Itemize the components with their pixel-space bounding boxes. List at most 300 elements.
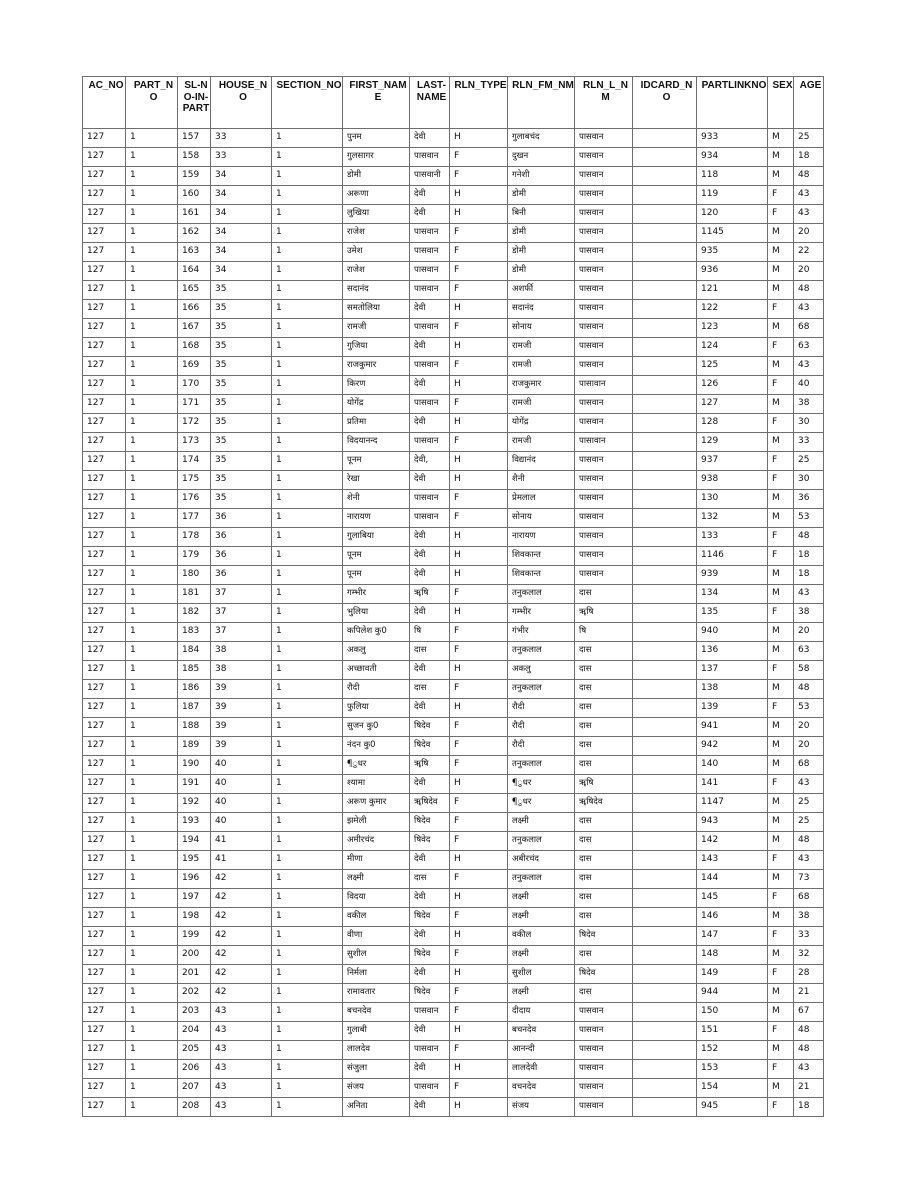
cell-rln-fm-nm: तनुकलाल xyxy=(508,680,575,699)
cell-rln-l-nm: पासवान xyxy=(575,490,633,509)
cell-first-name: रामावतार xyxy=(343,984,410,1003)
cell-part-no: 1 xyxy=(126,699,178,718)
cell-house-no: 36 xyxy=(211,528,272,547)
cell-rln-l-nm: षिदेव xyxy=(575,965,633,984)
cell-sex: M xyxy=(768,908,794,927)
cell-rln-type: F xyxy=(450,737,508,756)
cell-idcard-no xyxy=(633,243,697,262)
table-row xyxy=(83,699,824,718)
cell-age: 63 xyxy=(794,642,824,661)
cell-sex: M xyxy=(768,813,794,832)
cell-rln-fm-nm: शैनी xyxy=(508,471,575,490)
cell-ac-no: 127 xyxy=(83,376,126,395)
cell-partlinkno: 133 xyxy=(697,528,768,547)
cell-house-no: 40 xyxy=(211,756,272,775)
cell-rln-type: F xyxy=(450,984,508,1003)
cell-part-no: 1 xyxy=(126,680,178,699)
cell-rln-type: F xyxy=(450,794,508,813)
table-row xyxy=(83,338,824,357)
cell-part-no: 1 xyxy=(126,395,178,414)
cell-first-name: अरूणा xyxy=(343,186,410,205)
cell-partlinkno: 148 xyxy=(697,946,768,965)
cell-first-name: गम्भीर xyxy=(343,585,410,604)
cell-sl-no: 167 xyxy=(178,319,211,338)
cell-first-name: गुजिया xyxy=(343,338,410,357)
cell-rln-l-nm: पासवान xyxy=(575,129,633,148)
cell-first-name: लुखिया xyxy=(343,205,410,224)
cell-house-no: 35 xyxy=(211,471,272,490)
cell-sl-no: 188 xyxy=(178,718,211,737)
cell-idcard-no xyxy=(633,623,697,642)
cell-rln-l-nm: पासवान xyxy=(575,148,633,167)
header-sex: SEX xyxy=(768,77,794,129)
cell-rln-fm-nm: लक्ष्मी xyxy=(508,908,575,927)
cell-rln-fm-nm: सोनाय xyxy=(508,319,575,338)
cell-idcard-no xyxy=(633,395,697,414)
cell-rln-l-nm: दास xyxy=(575,984,633,1003)
cell-partlinkno: 1146 xyxy=(697,547,768,566)
cell-section-no: 1 xyxy=(272,889,343,908)
cell-house-no: 36 xyxy=(211,547,272,566)
cell-rln-type: F xyxy=(450,870,508,889)
cell-section-no: 1 xyxy=(272,414,343,433)
document-page xyxy=(82,76,824,1117)
cell-ac-no: 127 xyxy=(83,813,126,832)
cell-first-name: प्रतिमा xyxy=(343,414,410,433)
table-row xyxy=(83,452,824,471)
cell-first-name: राजेश xyxy=(343,224,410,243)
cell-section-no: 1 xyxy=(272,452,343,471)
table-row xyxy=(83,604,824,623)
cell-rln-l-nm: षिदेव xyxy=(575,927,633,946)
cell-rln-l-nm: पासवान xyxy=(575,357,633,376)
header-section-no: SECTION_NO xyxy=(272,77,343,129)
cell-section-no: 1 xyxy=(272,927,343,946)
cell-rln-fm-nm: लक्ष्मी xyxy=(508,946,575,965)
cell-rln-l-nm: पासवान xyxy=(575,1079,633,1098)
cell-rln-l-nm: पासवान xyxy=(575,338,633,357)
cell-sl-no: 204 xyxy=(178,1022,211,1041)
cell-first-name: राजेश xyxy=(343,262,410,281)
header-rln-l-nm: RLN_L_NM xyxy=(575,77,633,129)
cell-idcard-no xyxy=(633,965,697,984)
cell-sex: M xyxy=(768,509,794,528)
cell-sex: F xyxy=(768,699,794,718)
cell-rln-l-nm: दास xyxy=(575,756,633,775)
cell-sl-no: 206 xyxy=(178,1060,211,1079)
cell-rln-fm-nm: डोमी xyxy=(508,224,575,243)
cell-section-no: 1 xyxy=(272,984,343,1003)
cell-house-no: 40 xyxy=(211,794,272,813)
cell-partlinkno: 118 xyxy=(697,167,768,186)
cell-ac-no: 127 xyxy=(83,547,126,566)
cell-part-no: 1 xyxy=(126,547,178,566)
cell-part-no: 1 xyxy=(126,756,178,775)
cell-rln-type: H xyxy=(450,927,508,946)
cell-sex: M xyxy=(768,984,794,1003)
cell-idcard-no xyxy=(633,566,697,585)
cell-house-no: 35 xyxy=(211,395,272,414)
cell-partlinkno: 129 xyxy=(697,433,768,452)
cell-section-no: 1 xyxy=(272,870,343,889)
cell-first-name: नंदन कु0 xyxy=(343,737,410,756)
cell-idcard-no xyxy=(633,908,697,927)
cell-idcard-no xyxy=(633,376,697,395)
cell-age: 67 xyxy=(794,1003,824,1022)
cell-last-name: देवी xyxy=(410,661,450,680)
cell-first-name: निर्मला xyxy=(343,965,410,984)
cell-rln-fm-nm: गम्भीर xyxy=(508,604,575,623)
table-row xyxy=(83,623,824,642)
cell-ac-no: 127 xyxy=(83,186,126,205)
cell-section-no: 1 xyxy=(272,224,343,243)
cell-rln-fm-nm: ¶ुधर xyxy=(508,794,575,813)
cell-idcard-no xyxy=(633,224,697,243)
cell-first-name: पूनम xyxy=(343,452,410,471)
cell-sex: M xyxy=(768,1003,794,1022)
cell-section-no: 1 xyxy=(272,946,343,965)
cell-idcard-no xyxy=(633,585,697,604)
cell-rln-l-nm: पासवान xyxy=(575,167,633,186)
cell-age: 48 xyxy=(794,1022,824,1041)
cell-partlinkno: 150 xyxy=(697,1003,768,1022)
cell-age: 68 xyxy=(794,756,824,775)
cell-first-name: मीणा xyxy=(343,851,410,870)
table-row xyxy=(83,509,824,528)
cell-last-name: देवी xyxy=(410,186,450,205)
cell-sl-no: 191 xyxy=(178,775,211,794)
cell-rln-l-nm: पासवान xyxy=(575,566,633,585)
cell-age: 18 xyxy=(794,547,824,566)
cell-section-no: 1 xyxy=(272,167,343,186)
cell-age: 63 xyxy=(794,338,824,357)
cell-sl-no: 159 xyxy=(178,167,211,186)
cell-idcard-no xyxy=(633,433,697,452)
cell-sex: M xyxy=(768,794,794,813)
cell-idcard-no xyxy=(633,870,697,889)
cell-rln-l-nm: पासवान xyxy=(575,1041,633,1060)
cell-rln-type: F xyxy=(450,1003,508,1022)
cell-last-name: देवी xyxy=(410,471,450,490)
cell-age: 53 xyxy=(794,509,824,528)
cell-last-name: देवी xyxy=(410,965,450,984)
table-row xyxy=(83,965,824,984)
cell-first-name: कपिलेश कु0 xyxy=(343,623,410,642)
cell-rln-type: H xyxy=(450,528,508,547)
cell-rln-fm-nm: राजकुमार xyxy=(508,376,575,395)
cell-rln-fm-nm: आनन्दी xyxy=(508,1041,575,1060)
cell-sl-no: 184 xyxy=(178,642,211,661)
cell-sl-no: 186 xyxy=(178,680,211,699)
table-row xyxy=(83,984,824,1003)
cell-sex: F xyxy=(768,604,794,623)
cell-rln-type: H xyxy=(450,452,508,471)
cell-rln-l-nm: दास xyxy=(575,585,633,604)
cell-rln-l-nm: दास xyxy=(575,851,633,870)
cell-ac-no: 127 xyxy=(83,338,126,357)
cell-last-name: देवी xyxy=(410,699,450,718)
header-sl-no-in-part: SL-NO-IN-PART xyxy=(178,77,211,129)
header-ac-no: AC_NO xyxy=(83,77,126,129)
cell-first-name: किरण xyxy=(343,376,410,395)
cell-sex: M xyxy=(768,129,794,148)
cell-age: 53 xyxy=(794,699,824,718)
cell-rln-l-nm: पासवान xyxy=(575,224,633,243)
cell-part-no: 1 xyxy=(126,965,178,984)
cell-age: 36 xyxy=(794,490,824,509)
cell-rln-type: F xyxy=(450,642,508,661)
table-row xyxy=(83,889,824,908)
cell-sex: M xyxy=(768,224,794,243)
cell-sl-no: 172 xyxy=(178,414,211,433)
cell-rln-type: H xyxy=(450,300,508,319)
table-row xyxy=(83,908,824,927)
cell-first-name: समतोलिया xyxy=(343,300,410,319)
cell-sl-no: 201 xyxy=(178,965,211,984)
cell-sex: M xyxy=(768,946,794,965)
cell-rln-type: F xyxy=(450,623,508,642)
cell-partlinkno: 138 xyxy=(697,680,768,699)
cell-rln-type: F xyxy=(450,281,508,300)
cell-partlinkno: 149 xyxy=(697,965,768,984)
cell-rln-l-nm: दास xyxy=(575,908,633,927)
cell-last-name: षिदेव xyxy=(410,718,450,737)
table-row xyxy=(83,528,824,547)
cell-house-no: 34 xyxy=(211,224,272,243)
cell-sl-no: 178 xyxy=(178,528,211,547)
table-row xyxy=(83,376,824,395)
cell-part-no: 1 xyxy=(126,794,178,813)
cell-sl-no: 174 xyxy=(178,452,211,471)
cell-idcard-no xyxy=(633,357,697,376)
cell-sl-no: 202 xyxy=(178,984,211,1003)
cell-part-no: 1 xyxy=(126,623,178,642)
cell-house-no: 43 xyxy=(211,1041,272,1060)
cell-sl-no: 164 xyxy=(178,262,211,281)
cell-sex: M xyxy=(768,395,794,414)
cell-age: 22 xyxy=(794,243,824,262)
cell-first-name: विदया xyxy=(343,889,410,908)
cell-house-no: 35 xyxy=(211,319,272,338)
cell-last-name: देवी xyxy=(410,300,450,319)
cell-last-name: देवी xyxy=(410,338,450,357)
cell-sl-no: 158 xyxy=(178,148,211,167)
cell-sex: M xyxy=(768,870,794,889)
cell-rln-fm-nm: तनुकलाल xyxy=(508,756,575,775)
cell-rln-type: F xyxy=(450,319,508,338)
cell-sex: M xyxy=(768,433,794,452)
cell-section-no: 1 xyxy=(272,832,343,851)
cell-sex: M xyxy=(768,281,794,300)
cell-sl-no: 175 xyxy=(178,471,211,490)
cell-section-no: 1 xyxy=(272,718,343,737)
cell-first-name: गुलसागर xyxy=(343,148,410,167)
cell-rln-type: H xyxy=(450,471,508,490)
cell-ac-no: 127 xyxy=(83,357,126,376)
cell-partlinkno: 146 xyxy=(697,908,768,927)
cell-rln-fm-nm: वकील xyxy=(508,927,575,946)
cell-ac-no: 127 xyxy=(83,642,126,661)
cell-part-no: 1 xyxy=(126,775,178,794)
cell-first-name: सदानंद xyxy=(343,281,410,300)
cell-idcard-no xyxy=(633,167,697,186)
cell-last-name: देवी xyxy=(410,376,450,395)
cell-sl-no: 197 xyxy=(178,889,211,908)
cell-idcard-no xyxy=(633,547,697,566)
cell-rln-type: F xyxy=(450,718,508,737)
cell-section-no: 1 xyxy=(272,148,343,167)
cell-rln-type: F xyxy=(450,167,508,186)
header-rln-fm-nm: RLN_FM_NM xyxy=(508,77,575,129)
cell-section-no: 1 xyxy=(272,319,343,338)
cell-rln-fm-nm: गनेशी xyxy=(508,167,575,186)
cell-sex: F xyxy=(768,965,794,984)
cell-house-no: 36 xyxy=(211,509,272,528)
cell-sex: M xyxy=(768,167,794,186)
cell-section-no: 1 xyxy=(272,528,343,547)
table-row xyxy=(83,585,824,604)
cell-partlinkno: 122 xyxy=(697,300,768,319)
cell-rln-type: H xyxy=(450,699,508,718)
cell-rln-type: H xyxy=(450,338,508,357)
cell-house-no: 35 xyxy=(211,452,272,471)
cell-partlinkno: 134 xyxy=(697,585,768,604)
cell-ac-no: 127 xyxy=(83,680,126,699)
cell-partlinkno: 141 xyxy=(697,775,768,794)
cell-sex: F xyxy=(768,1022,794,1041)
cell-rln-l-nm: पासवान xyxy=(575,205,633,224)
cell-ac-no: 127 xyxy=(83,129,126,148)
cell-section-no: 1 xyxy=(272,680,343,699)
cell-last-name: देवी xyxy=(410,414,450,433)
cell-sex: M xyxy=(768,262,794,281)
cell-rln-fm-nm: सोनाय xyxy=(508,509,575,528)
cell-partlinkno: 943 xyxy=(697,813,768,832)
cell-sl-no: 168 xyxy=(178,338,211,357)
table-header-row xyxy=(83,77,824,129)
cell-idcard-no xyxy=(633,452,697,471)
cell-part-no: 1 xyxy=(126,243,178,262)
cell-idcard-no xyxy=(633,1079,697,1098)
cell-section-no: 1 xyxy=(272,775,343,794)
table-row xyxy=(83,281,824,300)
cell-idcard-no xyxy=(633,699,697,718)
cell-rln-type: F xyxy=(450,148,508,167)
cell-last-name: देवी xyxy=(410,1060,450,1079)
cell-idcard-no xyxy=(633,737,697,756)
table-row xyxy=(83,395,824,414)
cell-last-name: पासवानी xyxy=(410,167,450,186)
cell-idcard-no xyxy=(633,509,697,528)
cell-partlinkno: 120 xyxy=(697,205,768,224)
cell-last-name: पासवान xyxy=(410,224,450,243)
cell-sl-no: 200 xyxy=(178,946,211,965)
table-row xyxy=(83,794,824,813)
cell-section-no: 1 xyxy=(272,1022,343,1041)
cell-age: 25 xyxy=(794,813,824,832)
table-row xyxy=(83,1003,824,1022)
cell-age: 68 xyxy=(794,889,824,908)
table-row xyxy=(83,490,824,509)
cell-idcard-no xyxy=(633,528,697,547)
cell-section-no: 1 xyxy=(272,547,343,566)
cell-sex: M xyxy=(768,642,794,661)
cell-rln-type: H xyxy=(450,851,508,870)
cell-partlinkno: 147 xyxy=(697,927,768,946)
table-row xyxy=(83,737,824,756)
cell-sex: F xyxy=(768,452,794,471)
cell-idcard-no xyxy=(633,680,697,699)
cell-idcard-no xyxy=(633,300,697,319)
cell-sl-no: 185 xyxy=(178,661,211,680)
table-row xyxy=(83,471,824,490)
cell-last-name: षि xyxy=(410,623,450,642)
cell-sex: M xyxy=(768,718,794,737)
cell-rln-fm-nm: सदानंद xyxy=(508,300,575,319)
cell-age: 20 xyxy=(794,718,824,737)
cell-ac-no: 127 xyxy=(83,699,126,718)
cell-house-no: 37 xyxy=(211,623,272,642)
cell-house-no: 42 xyxy=(211,870,272,889)
cell-part-no: 1 xyxy=(126,984,178,1003)
cell-rln-l-nm: दास xyxy=(575,661,633,680)
cell-last-name: देवी, xyxy=(410,452,450,471)
cell-rln-l-nm: पासावान xyxy=(575,376,633,395)
cell-rln-fm-nm: गंभीर xyxy=(508,623,575,642)
cell-rln-fm-nm: वचनदेव xyxy=(508,1079,575,1098)
cell-first-name: फुलिया xyxy=(343,699,410,718)
cell-first-name: झमेली xyxy=(343,813,410,832)
cell-ac-no: 127 xyxy=(83,1098,126,1117)
cell-age: 38 xyxy=(794,395,824,414)
cell-part-no: 1 xyxy=(126,889,178,908)
table-row xyxy=(83,224,824,243)
cell-last-name: षिदेव xyxy=(410,984,450,1003)
cell-house-no: 42 xyxy=(211,965,272,984)
cell-last-name: पासवान xyxy=(410,1041,450,1060)
cell-part-no: 1 xyxy=(126,262,178,281)
cell-age: 48 xyxy=(794,281,824,300)
cell-ac-no: 127 xyxy=(83,984,126,1003)
cell-age: 48 xyxy=(794,1041,824,1060)
cell-part-no: 1 xyxy=(126,528,178,547)
header-partlinkno: PARTLINKNO xyxy=(697,77,768,129)
cell-rln-type: F xyxy=(450,908,508,927)
cell-age: 40 xyxy=(794,376,824,395)
cell-last-name: षिदेव xyxy=(410,737,450,756)
cell-house-no: 37 xyxy=(211,585,272,604)
cell-section-no: 1 xyxy=(272,376,343,395)
cell-section-no: 1 xyxy=(272,471,343,490)
cell-rln-fm-nm: डोमी xyxy=(508,186,575,205)
cell-partlinkno: 140 xyxy=(697,756,768,775)
cell-last-name: पासवान xyxy=(410,395,450,414)
cell-sl-no: 163 xyxy=(178,243,211,262)
cell-rln-l-nm: पासवान xyxy=(575,1060,633,1079)
cell-rln-l-nm: पासवान xyxy=(575,262,633,281)
cell-rln-l-nm: ॠषि xyxy=(575,775,633,794)
cell-ac-no: 127 xyxy=(83,566,126,585)
cell-house-no: 41 xyxy=(211,851,272,870)
cell-part-no: 1 xyxy=(126,1003,178,1022)
cell-section-no: 1 xyxy=(272,794,343,813)
cell-part-no: 1 xyxy=(126,566,178,585)
cell-sl-no: 179 xyxy=(178,547,211,566)
cell-sl-no: 173 xyxy=(178,433,211,452)
cell-house-no: 42 xyxy=(211,927,272,946)
cell-house-no: 43 xyxy=(211,1098,272,1117)
cell-last-name: पासवान xyxy=(410,1079,450,1098)
